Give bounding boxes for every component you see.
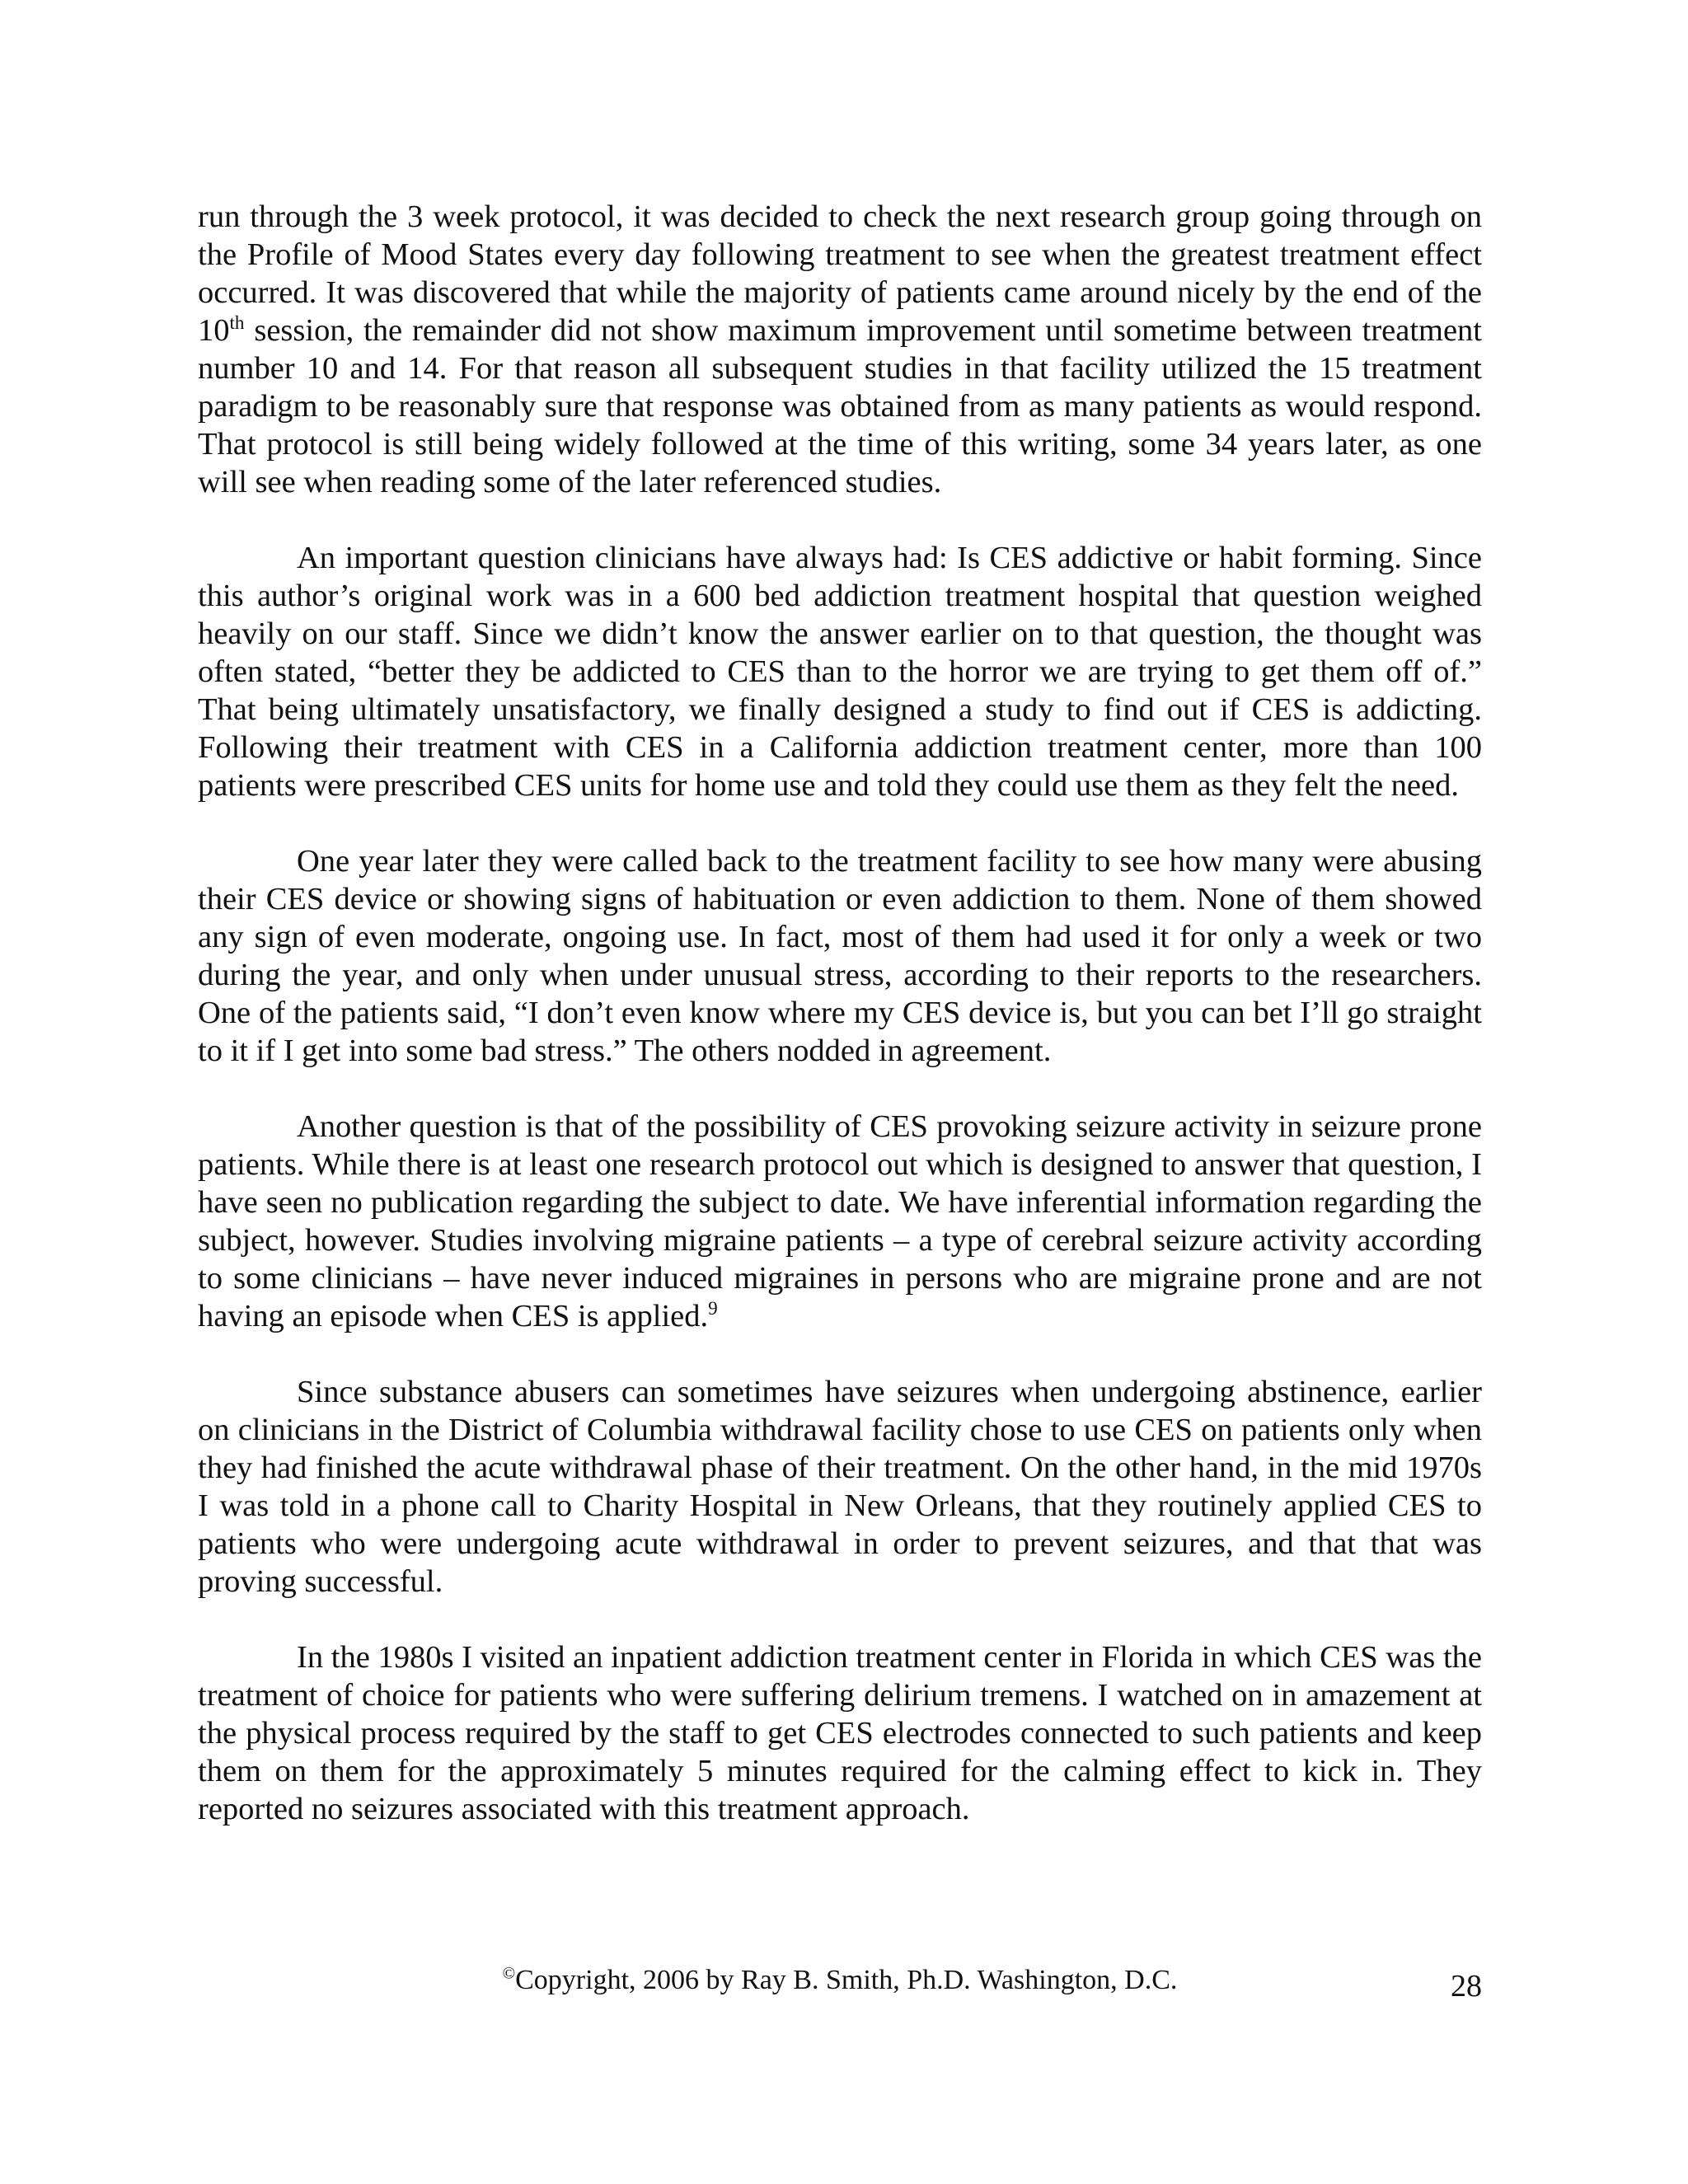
paragraph-text: An important question clinicians have always had: Is CES addictive or habit forming. Since this author’s original work was in a 600 bed addiction treatment hospital that question weighed heavily on our staff. Since we didn’t know the answer earlier on to that question, the thought was often stated, “better they be addicted to CES than to the horror we are trying to get them off of.” That being ultimately unsatisfactory, we finally designed a study to find out if CES is addicting. Following their treatment with CES in a California addiction treatment center, more than 100 patients were prescribed CES units for home use and told they could use them as they felt the need.	[198, 541, 1482, 803]
paragraph-text: session, the remainder did not show maximum improvement until sometime between treatment number 10 and 14. For that reason all subsequent studies in that facility utilized the 15 treatment paradigm to be reasonably sure that response was obtained from as many patients as would respond. That protocol is still being widely followed at the time of this writing, some 34 years later, as one will see when reading some of the later referenced studies.	[198, 313, 1482, 499]
paragraph-text: run through the 3 week protocol, it was decided to check the next research group going through on the Profile of Mood States every day following treatment to see when the greatest treatment effect occurred. It was discovered that while the majority of patients came around nicely by the end of the 10	[198, 199, 1482, 348]
copyright-text: Copyright, 2006 by Ray B. Smith, Ph.D. Washington, D.C.	[515, 1965, 1178, 1995]
copyright-symbol: ©	[502, 1964, 516, 1983]
paragraph	[198, 198, 1482, 501]
superscript: th	[229, 312, 245, 334]
copyright-notice	[198, 1965, 1482, 1996]
paragraph	[198, 1638, 1482, 1828]
paragraph	[198, 539, 1482, 804]
paragraph-text: Since substance abusers can sometimes have seizures when undergoing abstinence, earlier on clinicians in the District of Columbia withdrawal facility chose to use CES on patients only when they had finished the acute withdrawal phase of their treatment. On the other hand, in the mid 1970s I was told in a phone call to Charity Hospital in New Orleans, that they routinely applied CES to patients who were undergoing acute withdrawal in order to prevent seizures, and that that was proving successful.	[198, 1375, 1482, 1599]
body-text	[198, 198, 1482, 1828]
paragraph	[198, 1373, 1482, 1601]
paragraph-text: One year later they were called back to the treatment facility to see how many were abusing their CES device or showing signs of habituation or even addiction to them. None of them showed any sign of even moderate, ongoing use. In fact, most of them had used it for only a week or two during the year, and only when under unusual stress, according to their reports to the researchers. One of the patients said, “I don’t even know where my CES device is, but you can bet I’ll go straight to it if I get into some bad stress.” The others nodded in agreement.	[198, 844, 1482, 1068]
superscript: 9	[708, 1297, 718, 1319]
paragraph	[198, 1108, 1482, 1335]
page-footer	[198, 1965, 1482, 2014]
paragraph-text: Another question is that of the possibility of CES provoking seizure activity in seizure prone patients. While there is at least one research protocol out which is designed to answer that question, I have seen no publication regarding the subject to date. We have inferential information regarding the subject, however. Studies involving migraine patients – a type of cerebral seizure activity according to some clinicians – have never induced migraines in persons who are migraine prone and are not having an episode when CES is applied.	[198, 1109, 1482, 1333]
paragraph	[198, 842, 1482, 1070]
page-number: 28	[1451, 1969, 1482, 2004]
paragraph-text: In the 1980s I visited an inpatient addiction treatment center in Florida in which CES was the treatment of choice for patients who were suffering delirium tremens. I watched on in amazement at the physical process required by the staff to get CES electrodes connected to such patients and keep them on them for the approximately 5 minutes required for the calming effect to kick in. They reported no seizures associated with this treatment approach.	[198, 1640, 1482, 1826]
